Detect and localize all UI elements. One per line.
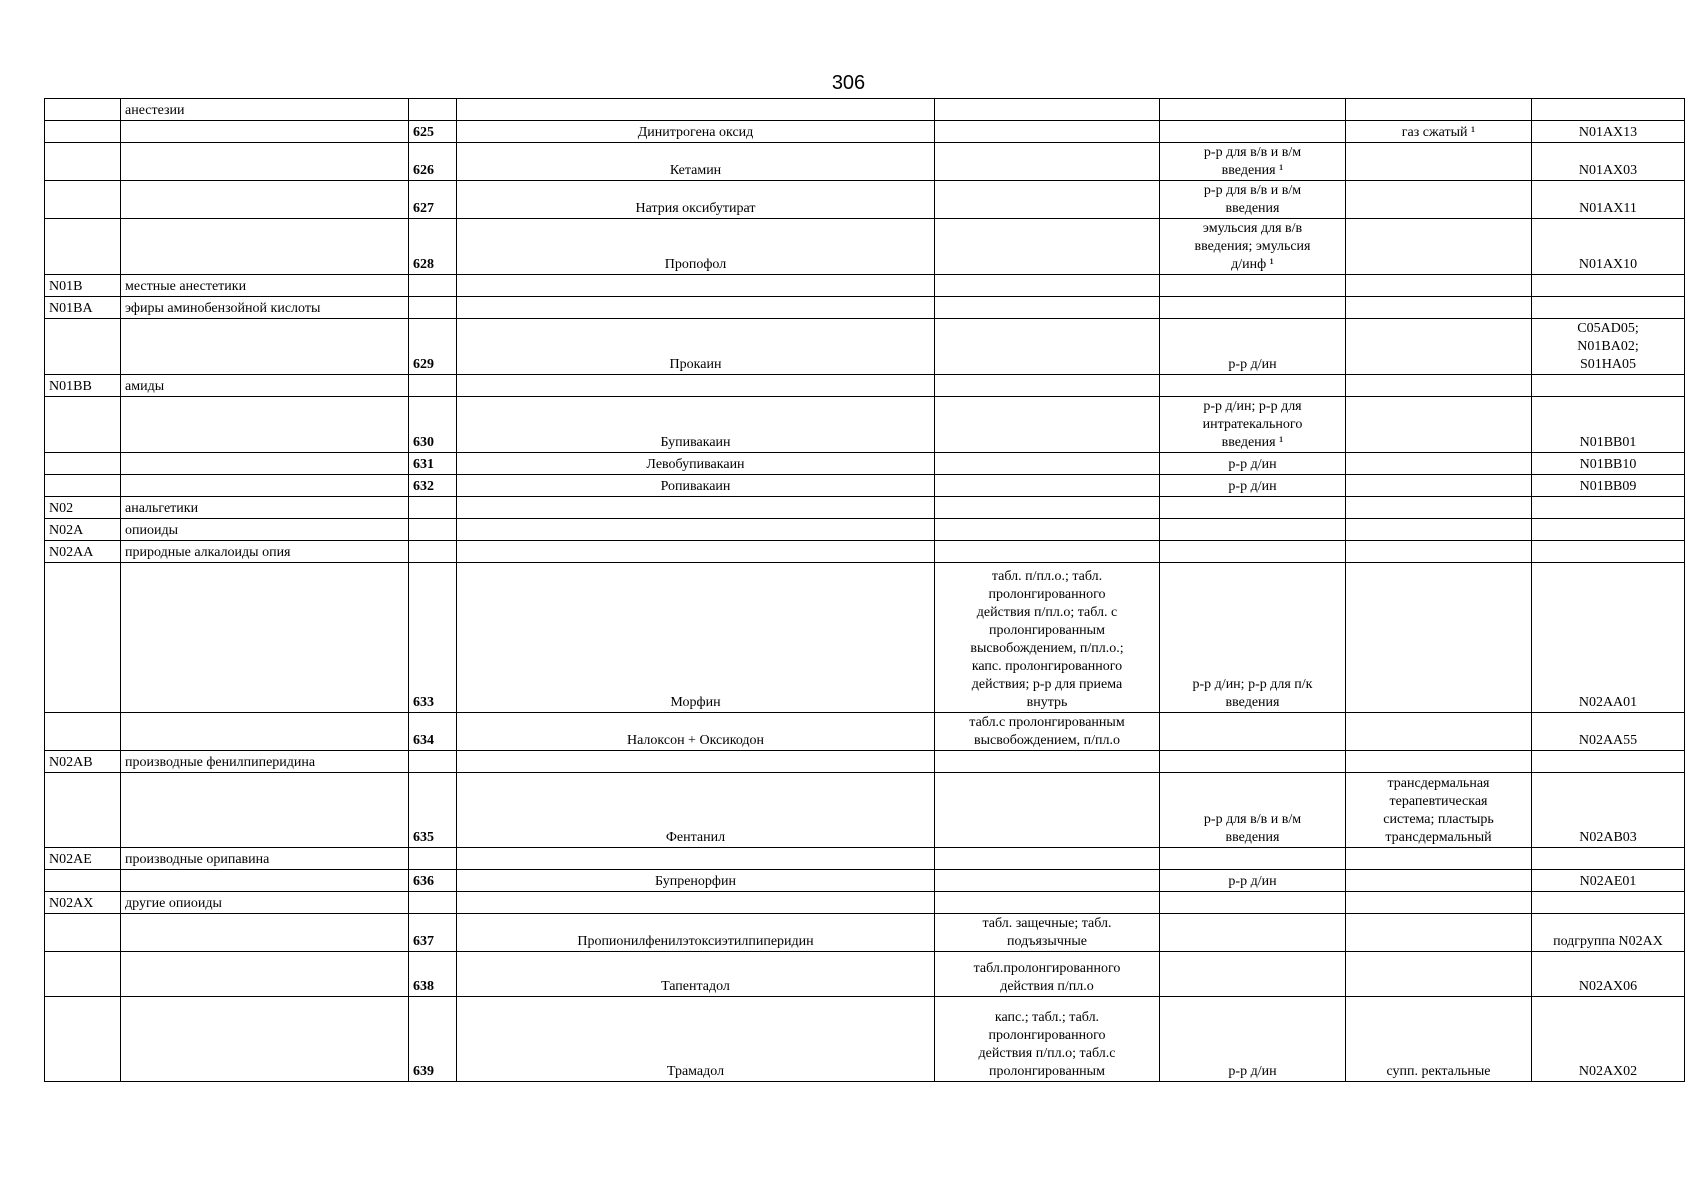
oral-form-cell — [935, 297, 1160, 319]
group-name-cell — [121, 121, 409, 143]
oral-form-cell — [935, 870, 1160, 892]
oral-form-cell — [935, 848, 1160, 870]
drug-name-cell — [457, 751, 935, 773]
table-row — [45, 541, 1685, 563]
table-row — [45, 375, 1685, 397]
group-name-cell: амиды — [121, 375, 409, 397]
oral-form-cell — [935, 181, 1160, 219]
atc-code-cell — [45, 181, 121, 219]
oral-form-cell: капс.; табл.; табл. пролонгированного действия п/пл.о; табл.с пролонгированным — [935, 997, 1160, 1082]
injection-form-cell — [1160, 121, 1346, 143]
drug-name-cell — [457, 297, 935, 319]
item-number-cell: 632 — [409, 475, 457, 497]
other-form-cell — [1346, 453, 1532, 475]
group-name-cell: природные алкалоиды опия — [121, 541, 409, 563]
atc-code-cell: N02AE — [45, 848, 121, 870]
oral-form-cell: табл.с пролонгированным высвобождением, п/пл.о — [935, 713, 1160, 751]
drug-name-cell: Натрия оксибутират — [457, 181, 935, 219]
oral-form-cell — [935, 892, 1160, 914]
group-name-cell — [121, 475, 409, 497]
group-name-cell — [121, 563, 409, 713]
codes-cell: N02AX06 — [1532, 952, 1685, 997]
injection-form-cell — [1160, 297, 1346, 319]
atc-code-cell: N02 — [45, 497, 121, 519]
atc-code-cell — [45, 143, 121, 181]
group-name-cell: другие опиоиды — [121, 892, 409, 914]
group-name-cell: эфиры аминобензойной кислоты — [121, 297, 409, 319]
item-number-cell: 626 — [409, 143, 457, 181]
injection-form-cell — [1160, 892, 1346, 914]
atc-code-cell: N01B — [45, 275, 121, 297]
group-name-cell: местные анестетики — [121, 275, 409, 297]
group-name-cell: опиоиды — [121, 519, 409, 541]
atc-code-cell — [45, 997, 121, 1082]
codes-cell: N01AX11 — [1532, 181, 1685, 219]
group-name-cell — [121, 914, 409, 952]
drug-name-cell — [457, 99, 935, 121]
group-name-cell — [121, 713, 409, 751]
drug-name-cell: Трамадол — [457, 997, 935, 1082]
oral-form-cell — [935, 497, 1160, 519]
other-form-cell — [1346, 952, 1532, 997]
table-row — [45, 519, 1685, 541]
atc-code-cell: N02A — [45, 519, 121, 541]
injection-form-cell — [1160, 375, 1346, 397]
item-number-cell — [409, 375, 457, 397]
drug-name-cell — [457, 848, 935, 870]
other-form-cell — [1346, 297, 1532, 319]
item-number-cell: 634 — [409, 713, 457, 751]
drug-name-cell — [457, 519, 935, 541]
table-row — [45, 181, 1685, 219]
atc-code-cell — [45, 121, 121, 143]
atc-code-cell — [45, 563, 121, 713]
table-row — [45, 275, 1685, 297]
atc-code-cell: N02AA — [45, 541, 121, 563]
injection-form-cell: р-р д/ин; р-р для п/к введения — [1160, 563, 1346, 713]
oral-form-cell — [935, 541, 1160, 563]
item-number-cell: 631 — [409, 453, 457, 475]
codes-cell — [1532, 497, 1685, 519]
oral-form-cell — [935, 397, 1160, 453]
oral-form-cell — [935, 375, 1160, 397]
injection-form-cell — [1160, 848, 1346, 870]
table-row — [45, 563, 1685, 713]
codes-cell: C05AD05; N01BA02; S01HA05 — [1532, 319, 1685, 375]
other-form-cell: трансдермальная терапевтическая система; пластырь трансдермальный — [1346, 773, 1532, 848]
item-number-cell: 639 — [409, 997, 457, 1082]
other-form-cell — [1346, 713, 1532, 751]
codes-cell — [1532, 519, 1685, 541]
codes-cell: N02AE01 — [1532, 870, 1685, 892]
table-row — [45, 297, 1685, 319]
atc-code-cell — [45, 99, 121, 121]
table-row — [45, 219, 1685, 275]
other-form-cell — [1346, 892, 1532, 914]
other-form-cell: супп. ректальные — [1346, 997, 1532, 1082]
drug-name-cell: Фентанил — [457, 773, 935, 848]
injection-form-cell: эмульсия для в/в введения; эмульсия д/инф ¹ — [1160, 219, 1346, 275]
item-number-cell: 636 — [409, 870, 457, 892]
oral-form-cell — [935, 773, 1160, 848]
atc-code-cell: N01BA — [45, 297, 121, 319]
codes-cell — [1532, 99, 1685, 121]
oral-form-cell: табл. защечные; табл. подъязычные — [935, 914, 1160, 952]
drug-name-cell: Динитрогена оксид — [457, 121, 935, 143]
injection-form-cell — [1160, 713, 1346, 751]
group-name-cell — [121, 181, 409, 219]
drug-name-cell: Морфин — [457, 563, 935, 713]
group-name-cell: производные фенилпиперидина — [121, 751, 409, 773]
drug-name-cell: Бупренорфин — [457, 870, 935, 892]
table-row — [45, 143, 1685, 181]
other-form-cell — [1346, 397, 1532, 453]
item-number-cell: 630 — [409, 397, 457, 453]
atc-code-cell: N02AB — [45, 751, 121, 773]
drug-name-cell: Кетамин — [457, 143, 935, 181]
group-name-cell — [121, 397, 409, 453]
item-number-cell: 635 — [409, 773, 457, 848]
injection-form-cell: р-р д/ин — [1160, 870, 1346, 892]
group-name-cell — [121, 997, 409, 1082]
group-name-cell — [121, 773, 409, 848]
group-name-cell — [121, 219, 409, 275]
injection-form-cell — [1160, 99, 1346, 121]
oral-form-cell — [935, 319, 1160, 375]
item-number-cell — [409, 497, 457, 519]
atc-code-cell — [45, 773, 121, 848]
atc-code-cell — [45, 914, 121, 952]
item-number-cell: 633 — [409, 563, 457, 713]
item-number-cell: 628 — [409, 219, 457, 275]
injection-form-cell — [1160, 541, 1346, 563]
drug-name-cell: Тапентадол — [457, 952, 935, 997]
other-form-cell — [1346, 519, 1532, 541]
atc-code-cell — [45, 870, 121, 892]
atc-code-cell — [45, 952, 121, 997]
drug-name-cell: Пропофол — [457, 219, 935, 275]
codes-cell: N02AB03 — [1532, 773, 1685, 848]
item-number-cell: 638 — [409, 952, 457, 997]
oral-form-cell — [935, 143, 1160, 181]
table-row — [45, 952, 1685, 997]
group-name-cell: производные орипавина — [121, 848, 409, 870]
item-number-cell: 637 — [409, 914, 457, 952]
other-form-cell — [1346, 181, 1532, 219]
injection-form-cell: р-р для в/в и в/м введения ¹ — [1160, 143, 1346, 181]
table-row — [45, 773, 1685, 848]
oral-form-cell: табл. п/пл.о.; табл. пролонгированного действия п/пл.о; табл. с пролонгированным высвобождением, п/пл.о.; капс. пролонгированного действия; р-р для приема внутрь — [935, 563, 1160, 713]
codes-cell — [1532, 892, 1685, 914]
group-name-cell — [121, 143, 409, 181]
table-row — [45, 892, 1685, 914]
item-number-cell: 629 — [409, 319, 457, 375]
other-form-cell — [1346, 475, 1532, 497]
other-form-cell: газ сжатый ¹ — [1346, 121, 1532, 143]
item-number-cell — [409, 519, 457, 541]
other-form-cell — [1346, 319, 1532, 375]
codes-cell — [1532, 275, 1685, 297]
table-row — [45, 914, 1685, 952]
table-row — [45, 751, 1685, 773]
injection-form-cell — [1160, 497, 1346, 519]
atc-code-cell — [45, 319, 121, 375]
codes-cell: N01AX13 — [1532, 121, 1685, 143]
drug-name-cell — [457, 375, 935, 397]
codes-cell — [1532, 375, 1685, 397]
injection-form-cell — [1160, 275, 1346, 297]
group-name-cell — [121, 453, 409, 475]
atc-code-cell — [45, 397, 121, 453]
item-number-cell — [409, 541, 457, 563]
drug-name-cell — [457, 275, 935, 297]
injection-form-cell: р-р д/ин — [1160, 453, 1346, 475]
oral-form-cell: табл.пролонгированного действия п/пл.о — [935, 952, 1160, 997]
item-number-cell — [409, 275, 457, 297]
injection-form-cell — [1160, 952, 1346, 997]
drug-name-cell — [457, 892, 935, 914]
group-name-cell — [121, 870, 409, 892]
oral-form-cell — [935, 275, 1160, 297]
injection-form-cell: р-р д/ин — [1160, 319, 1346, 375]
other-form-cell — [1346, 497, 1532, 519]
group-name-cell — [121, 952, 409, 997]
other-form-cell — [1346, 751, 1532, 773]
atc-code-cell — [45, 475, 121, 497]
item-number-cell — [409, 892, 457, 914]
injection-form-cell: р-р д/ин — [1160, 475, 1346, 497]
codes-cell — [1532, 751, 1685, 773]
atc-code-cell: N02AX — [45, 892, 121, 914]
other-form-cell — [1346, 143, 1532, 181]
item-number-cell — [409, 848, 457, 870]
codes-cell: N01AX03 — [1532, 143, 1685, 181]
drug-table — [44, 98, 1685, 1082]
table-row — [45, 713, 1685, 751]
injection-form-cell — [1160, 519, 1346, 541]
group-name-cell — [121, 319, 409, 375]
oral-form-cell — [935, 121, 1160, 143]
oral-form-cell — [935, 453, 1160, 475]
drug-name-cell — [457, 541, 935, 563]
item-number-cell: 627 — [409, 181, 457, 219]
codes-cell — [1532, 297, 1685, 319]
other-form-cell — [1346, 219, 1532, 275]
oral-form-cell — [935, 99, 1160, 121]
table-row — [45, 319, 1685, 375]
atc-code-cell — [45, 453, 121, 475]
atc-code-cell — [45, 713, 121, 751]
injection-form-cell — [1160, 751, 1346, 773]
injection-form-cell: р-р д/ин; р-р для интратекального введения ¹ — [1160, 397, 1346, 453]
item-number-cell — [409, 99, 457, 121]
table-row — [45, 870, 1685, 892]
group-name-cell: анестезии — [121, 99, 409, 121]
drug-name-cell — [457, 497, 935, 519]
item-number-cell: 625 — [409, 121, 457, 143]
injection-form-cell: р-р для в/в и в/м введения — [1160, 181, 1346, 219]
injection-form-cell — [1160, 914, 1346, 952]
item-number-cell — [409, 297, 457, 319]
table-body — [45, 99, 1685, 1082]
codes-cell: N01BB09 — [1532, 475, 1685, 497]
drug-name-cell: Пропионилфенилэтоксиэтилпиперидин — [457, 914, 935, 952]
atc-code-cell: N01BB — [45, 375, 121, 397]
other-form-cell — [1346, 275, 1532, 297]
drug-name-cell: Ропивакаин — [457, 475, 935, 497]
item-number-cell — [409, 751, 457, 773]
table-row — [45, 99, 1685, 121]
atc-code-cell — [45, 219, 121, 275]
other-form-cell — [1346, 914, 1532, 952]
codes-cell: N02AA55 — [1532, 713, 1685, 751]
oral-form-cell — [935, 475, 1160, 497]
other-form-cell — [1346, 563, 1532, 713]
table-row — [45, 848, 1685, 870]
injection-form-cell: р-р д/ин — [1160, 997, 1346, 1082]
codes-cell — [1532, 848, 1685, 870]
other-form-cell — [1346, 848, 1532, 870]
codes-cell: N01AX10 — [1532, 219, 1685, 275]
table-row — [45, 997, 1685, 1082]
other-form-cell — [1346, 99, 1532, 121]
table-row — [45, 497, 1685, 519]
drug-name-cell: Бупивакаин — [457, 397, 935, 453]
page-number: 306 — [831, 72, 866, 94]
drug-name-cell: Прокаин — [457, 319, 935, 375]
codes-cell: подгруппа N02AX — [1532, 914, 1685, 952]
oral-form-cell — [935, 219, 1160, 275]
drug-name-cell: Налоксон + Оксикодон — [457, 713, 935, 751]
table-row — [45, 453, 1685, 475]
injection-form-cell: р-р для в/в и в/м введения — [1160, 773, 1346, 848]
oral-form-cell — [935, 751, 1160, 773]
group-name-cell: анальгетики — [121, 497, 409, 519]
drug-name-cell: Левобупивакаин — [457, 453, 935, 475]
other-form-cell — [1346, 870, 1532, 892]
other-form-cell — [1346, 541, 1532, 563]
codes-cell: N02AA01 — [1532, 563, 1685, 713]
other-form-cell — [1346, 375, 1532, 397]
table-row — [45, 121, 1685, 143]
table-row — [45, 475, 1685, 497]
codes-cell: N01BB01 — [1532, 397, 1685, 453]
codes-cell: N02AX02 — [1532, 997, 1685, 1082]
oral-form-cell — [935, 519, 1160, 541]
codes-cell — [1532, 541, 1685, 563]
codes-cell: N01BB10 — [1532, 453, 1685, 475]
table-row — [45, 397, 1685, 453]
